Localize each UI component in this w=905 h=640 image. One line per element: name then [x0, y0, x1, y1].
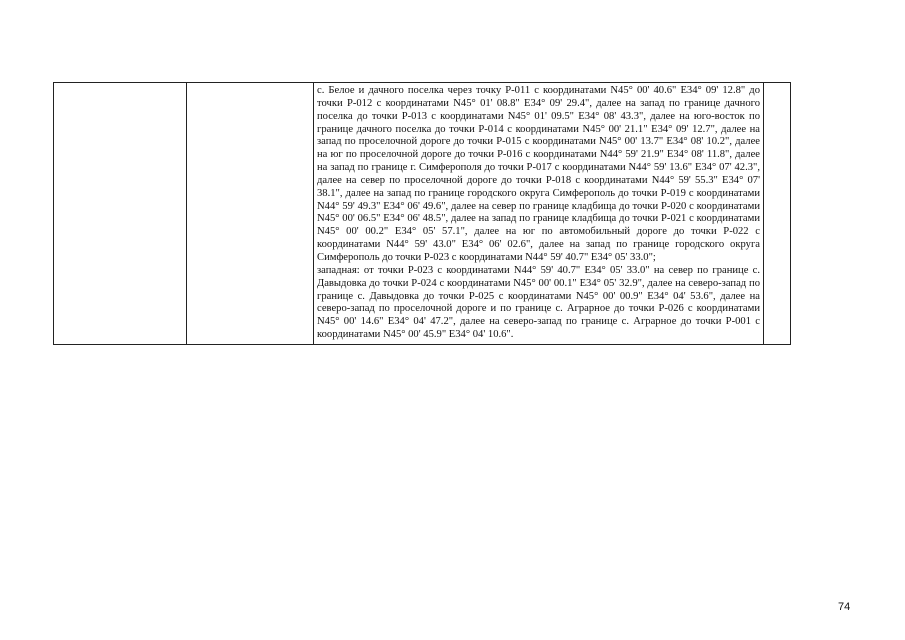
boundary-paragraph-east-south: с. Белое и дачного поселка через точку Р-011 с координатами N45° 00' 40.6" E34° 09' 12.8" до точки Р-012 с координатами N45° 01' 08.8" E34° 09' 29.4", далее на запад по границе дачного поселка до точки Р-013 с координатами N45° 01' 09.5" E34° 08' 43.3", далее на юго-восток по границе дачного поселка до точки Р-014 с координатами N45° 00' 21.1" E34° 09' 12.7", далее на запад по проселочной дороге до точки Р-015 с координатами N45° 00' 13.7" E34° 08' 10.2", далее на юг по проселочной дороге до точки Р-016 с координатами N44° 59' 21.9" E34° 08' 11.8", далее на запад по границе г. Симферополя до точки Р-017 с координатами N44° 59' 13.6" E34° 07' 42.3", далее на север по проселочной дороге до точки Р-018 с координатами N44° 59' 55.3" E34° 07' 38.1", далее на запад по границе городского округа Симферополь до точки Р-019 с координатами N44° 59' 49.3" E34° 06' 49.6", далее на север по границе кладбища до точки Р-020 с координатами N45° 00' 06.5" E34° 06' 48.5", далее на запад по границе кладбища до точки Р-021 с координатами N45° 00' 00.2" E34° 05' 57.1", далее на юг по автомобильный дороге до точки Р-022 с координатами N44° 59' 43.0" E34° 06' 02.6", далее на запад по границе городского округа Симферополь до точки Р-023 с координатами N44° 59' 40.7" E34° 05' 33.0"; [317, 85, 760, 263]
table-row [54, 83, 791, 345]
boundary-paragraph-west: западная: от точки Р-023 с координатами N44° 59' 40.7" E34° 05' 33.0" на север по границе с. Давыдовка до точки Р-024 с координатами N45° 00' 00.1" E34° 05' 32.9", далее на северо-запад по границе с. Давыдовка до точки Р-025 с координатами N45° 00' 00.9" E34° 04' 53.6", далее на северо-запад по проселочной дороге и по границе с. Аграрное до точки Р-026 с координатами N45° 00' 14.6" E34° 04' 47.2", далее на северо-запад по границе с. Аграрное до точки Р-001 с координатами N45° 00' 45.9" E34° 04' 10.6". [317, 264, 760, 341]
cell-2-text [187, 83, 313, 87]
table-cell-2 [187, 83, 314, 345]
boundary-table [53, 82, 791, 345]
cell-4-text [764, 83, 790, 87]
boundary-description [314, 83, 763, 344]
page-number: 74 [838, 601, 851, 613]
cell-1-text [54, 83, 186, 87]
table-cell-1 [54, 83, 187, 345]
table-cell-4 [764, 83, 791, 345]
table-cell-boundary-description [314, 83, 764, 345]
